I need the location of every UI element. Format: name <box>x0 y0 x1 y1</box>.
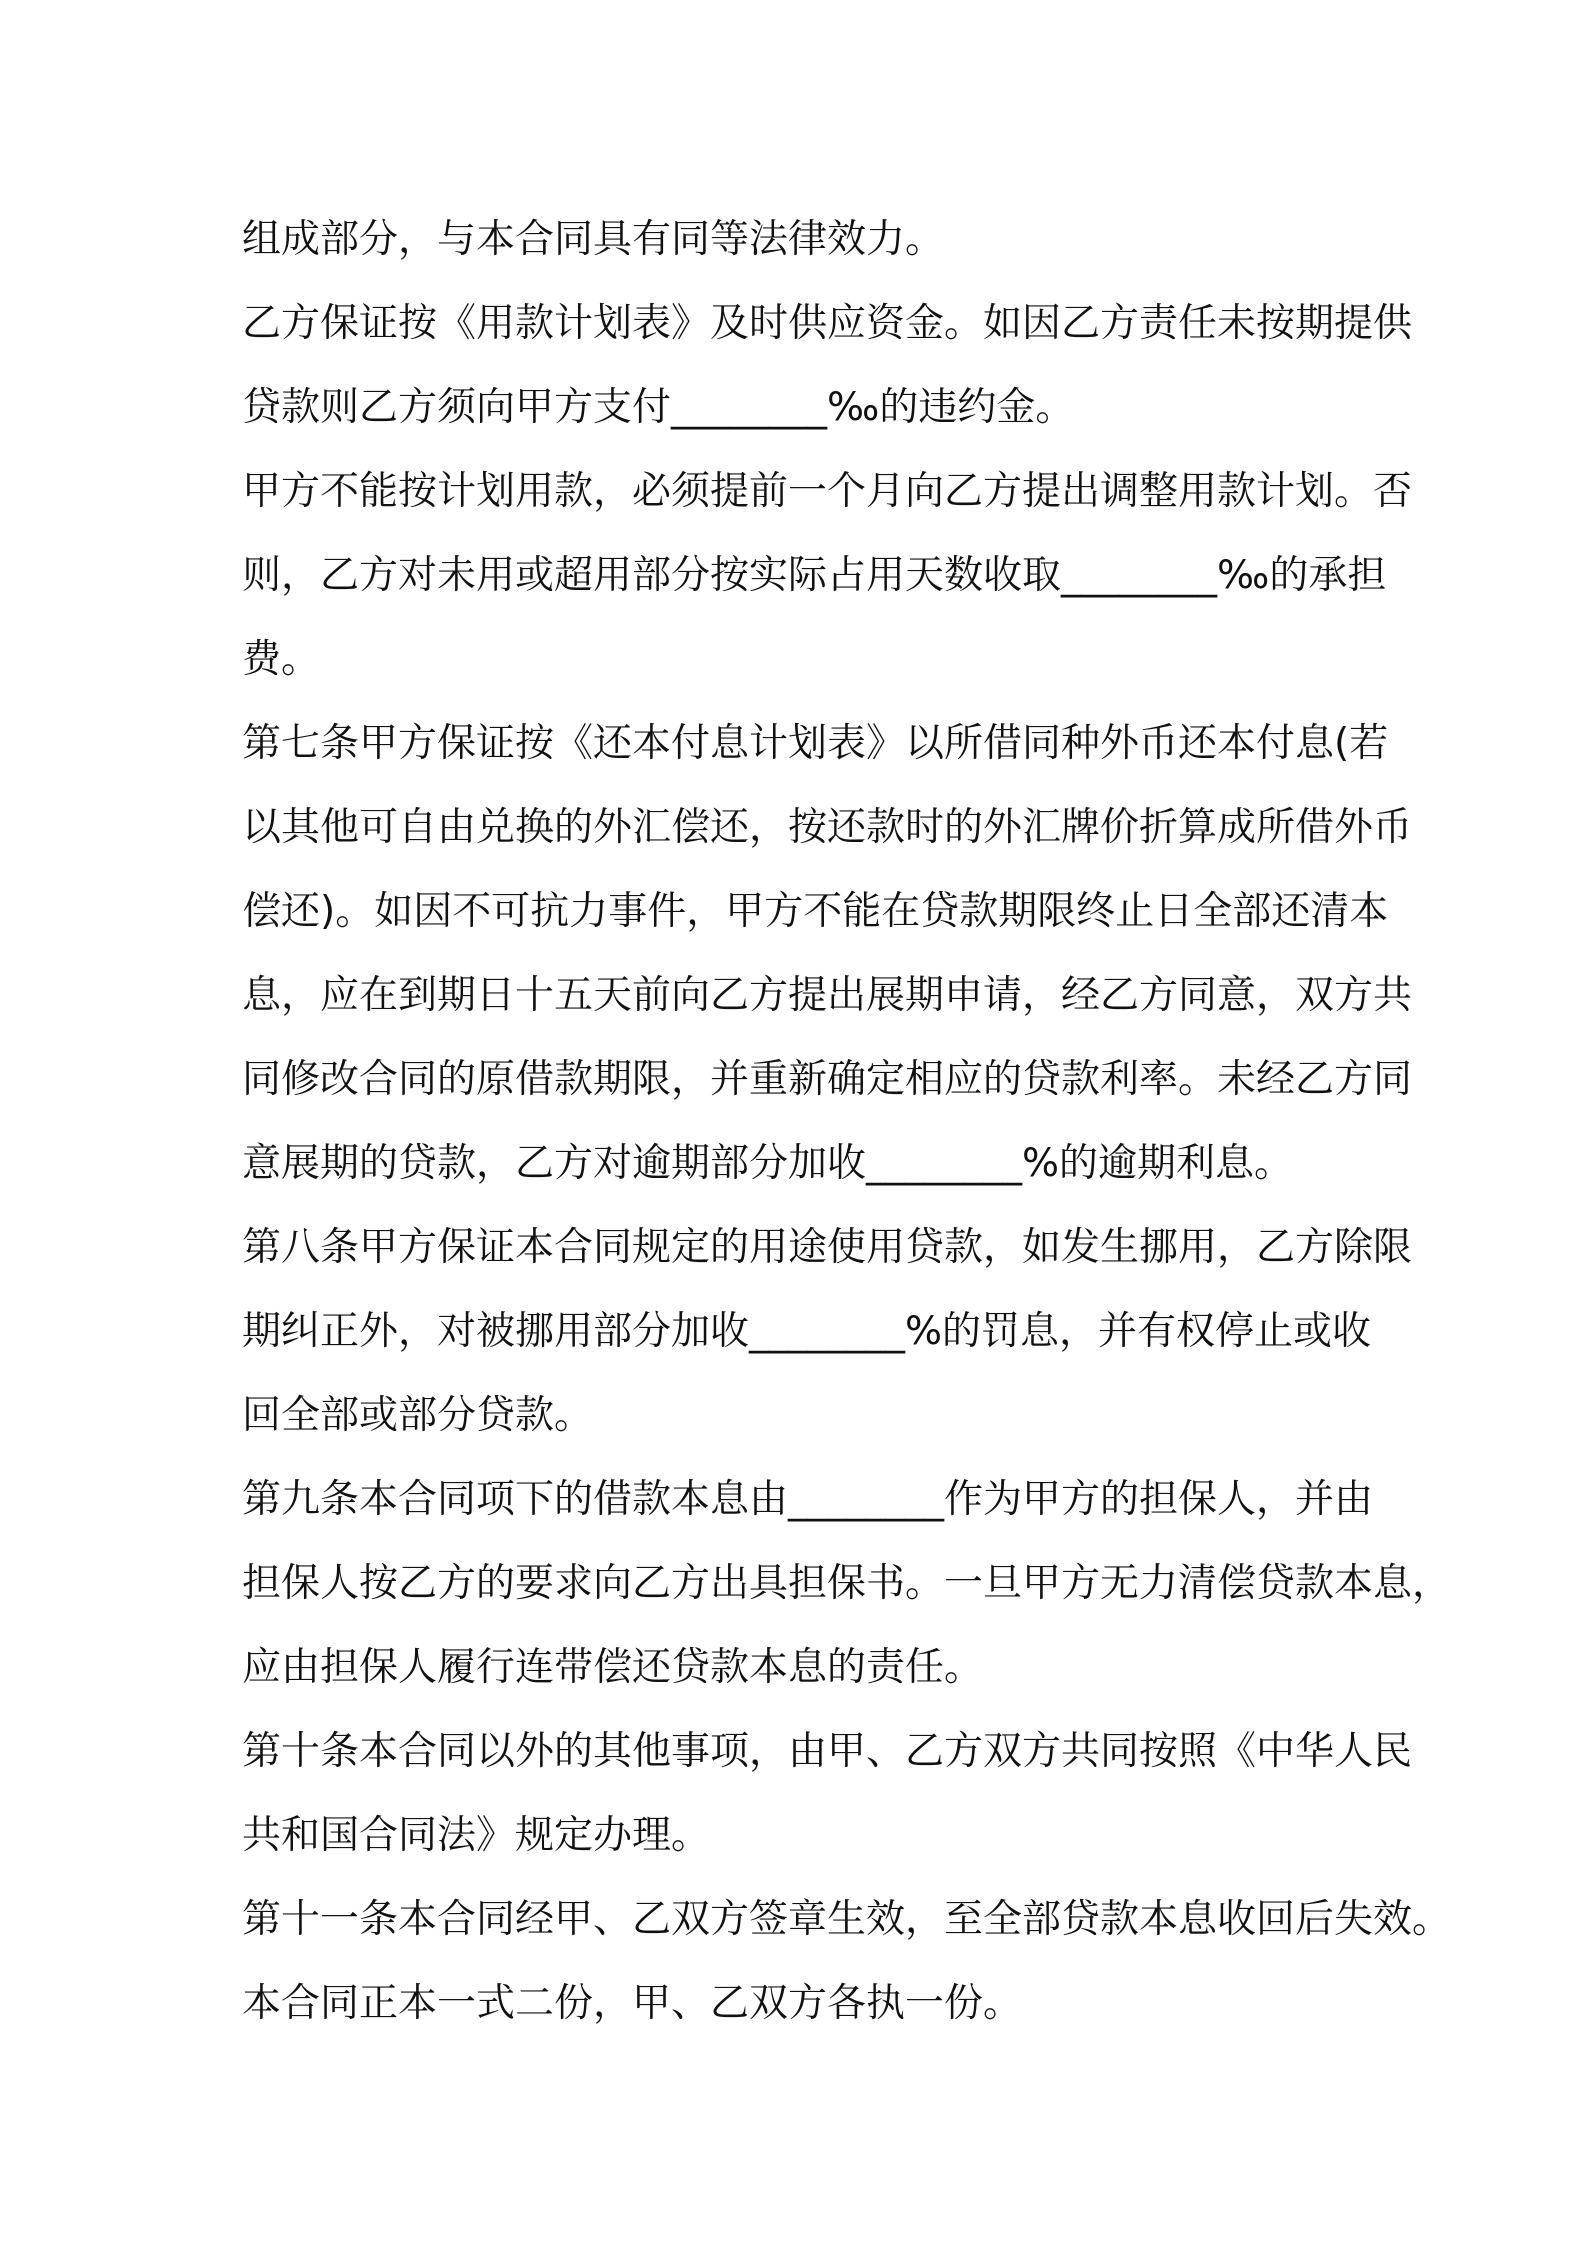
text-line: 以其他可自由兑换的外汇偿还，按还款时的外汇牌价折算成所借外币 <box>242 805 1413 850</box>
article-8 <box>242 1206 1413 1458</box>
text-line: 费。 <box>242 637 321 682</box>
text-line: 回全部或部分贷款。 <box>242 1393 594 1438</box>
article-10 <box>242 1710 1413 1878</box>
text-line: 甲方不能按计划用款，必须提前一个月向乙方提出调整用款计划。否 <box>242 469 1413 514</box>
paragraph-fund-supply <box>242 282 1413 450</box>
text-line: 第十一条本合同经甲、乙双方签章生效，至全部贷款本息收回后失效。 <box>242 1897 1452 1942</box>
text-line: 担保人按乙方的要求向乙方出具担保书。一旦甲方无力清偿贷款本息， <box>242 1561 1452 1606</box>
text-line: 则，乙方对未用或超用部分按实际占用天数收取________‰的承担 <box>242 553 1387 598</box>
paragraph-copies <box>242 1962 1382 2046</box>
text-line: 第七条甲方保证按《还本付息计划表》以所借同种外币还本付息(若 <box>242 721 1389 766</box>
text-line: 组成部分，与本合同具有同等法律效力。 <box>242 217 945 262</box>
text-line: 期纠正外，对被挪用部分加收________%的罚息，并有权停止或收 <box>242 1309 1372 1354</box>
text-line: 同修改合同的原借款期限，并重新确定相应的贷款利率。未经乙方同 <box>242 1057 1413 1102</box>
text-line: 本合同正本一式二份，甲、乙双方各执一份。 <box>242 1981 1023 2026</box>
text-line: 意展期的贷款，乙方对逾期部分加收________%的逾期利息。 <box>242 1141 1294 1186</box>
article-9 <box>242 1458 1452 1710</box>
text-line: 应由担保人履行连带偿还贷款本息的责任。 <box>242 1645 984 1690</box>
text-line: 息，应在到期日十五天前向乙方提出展期申请，经乙方同意，双方共 <box>242 973 1413 1018</box>
paragraph-effect <box>242 198 1382 282</box>
text-line: 贷款则乙方须向甲方支付________‰的违约金。 <box>242 385 1075 430</box>
text-line: 第九条本合同项下的借款本息由________作为甲方的担保人，并由 <box>242 1477 1374 1522</box>
article-11 <box>242 1878 1452 1962</box>
text-line: 偿还)。如因不可抗力事件，甲方不能在贷款期限终止日全部还清本 <box>242 889 1389 934</box>
contract-body <box>242 198 1452 2046</box>
text-line: 乙方保证按《用款计划表》及时供应资金。如因乙方责任未按期提供 <box>242 301 1413 346</box>
article-7 <box>242 702 1413 1206</box>
text-line: 共和国合同法》规定办理。 <box>242 1813 711 1858</box>
text-line: 第八条甲方保证本合同规定的用途使用贷款，如发生挪用，乙方除限 <box>242 1225 1413 1270</box>
paragraph-usage-plan <box>242 450 1413 702</box>
text-line: 第十条本合同以外的其他事项，由甲、乙方双方共同按照《中华人民 <box>242 1729 1413 1774</box>
